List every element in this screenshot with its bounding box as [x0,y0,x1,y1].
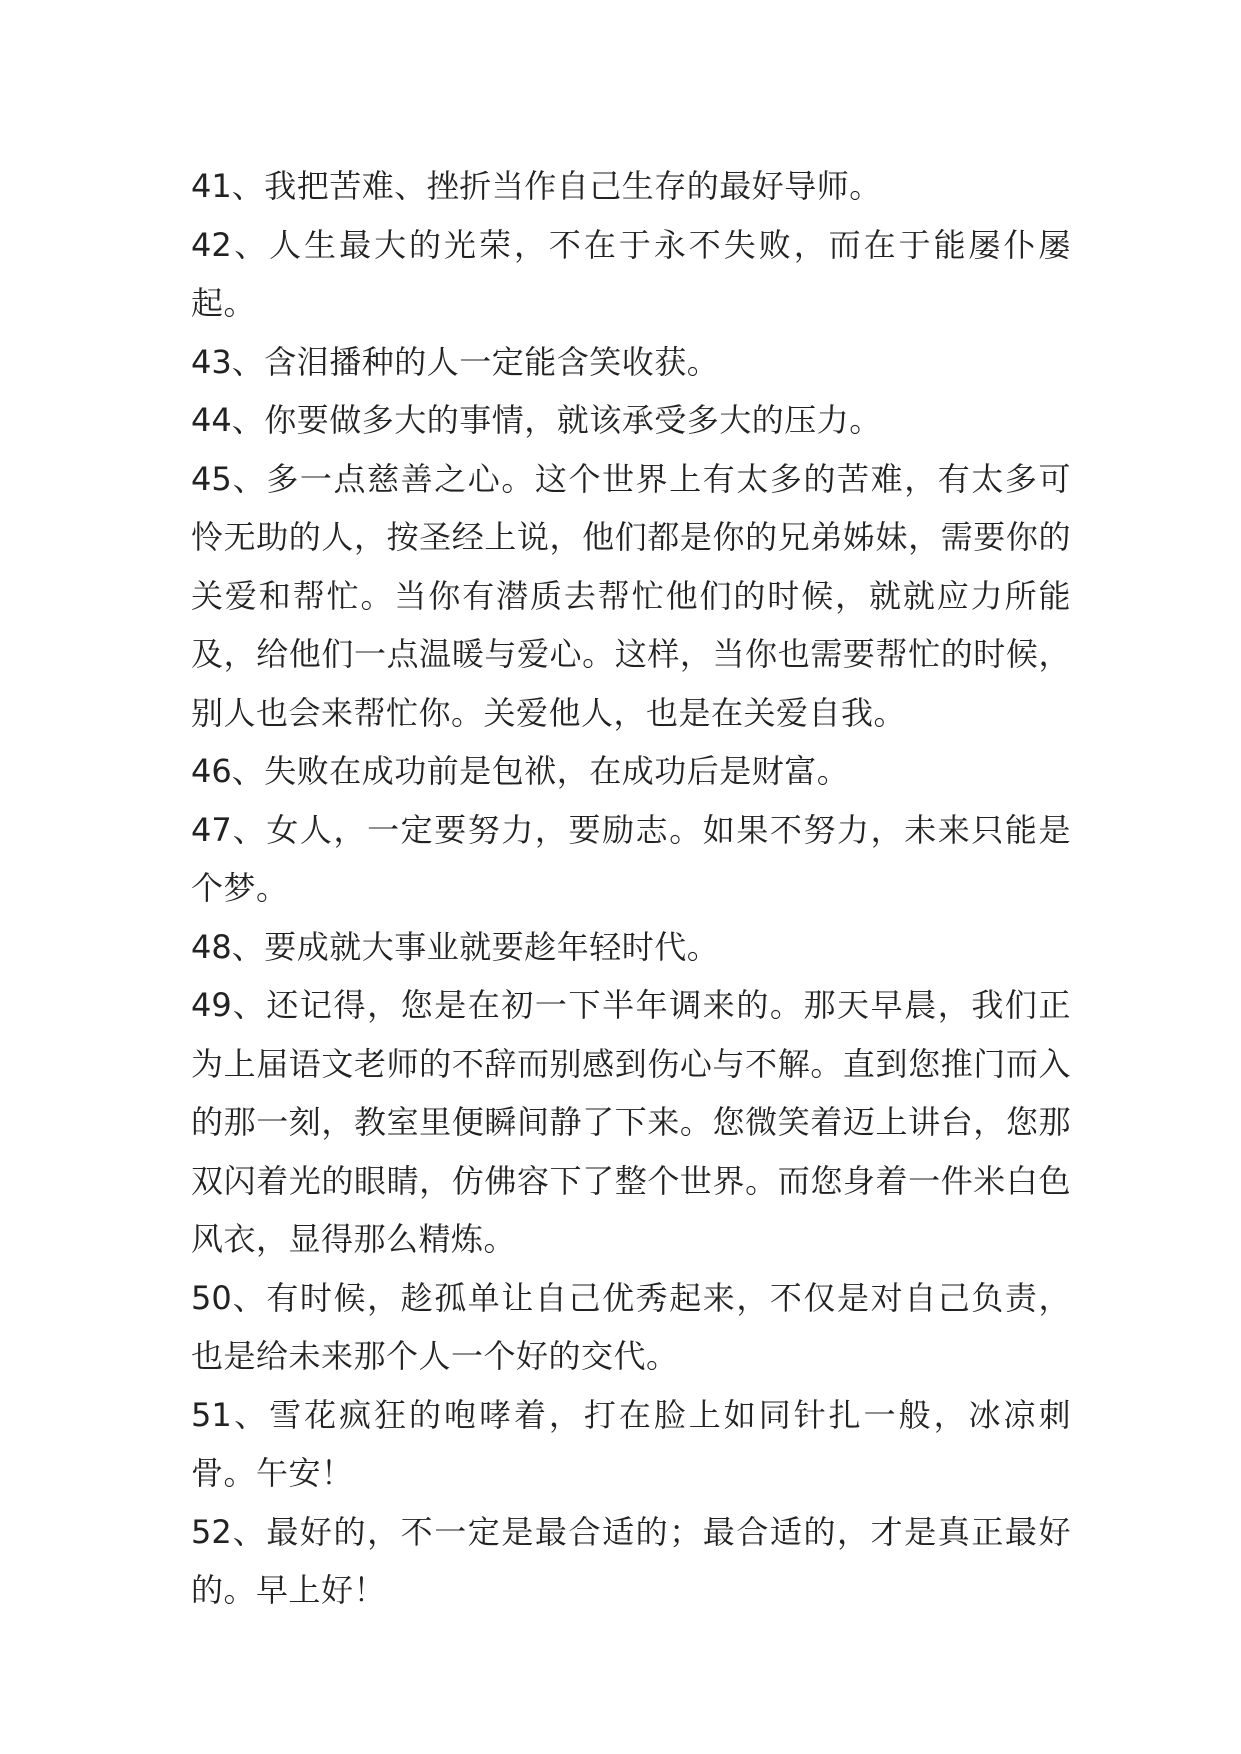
item-number: 51 [191,1395,232,1434]
item-number: 41 [191,167,232,205]
list-item [191,157,1071,216]
list-item [191,1269,1071,1386]
list-item [191,801,1071,918]
list-item [191,216,1071,333]
item-number: 44 [191,401,232,439]
item-number: 43 [191,342,232,381]
item-text: 、多一点慈善之心。这个世界上有太多的苦难，有太多可怜无助的人，按圣经上说，他们都是你的兄弟姊妹，需要你的关爱和帮忙。当你有潜质去帮忙他们的时候，就就应力所能及，给他们一点温暖与爱心。这样，当你也需要帮忙的时候，别人也会来帮忙你。关爱他人，也是在关爱自我。 [191,459,1071,732]
list-item [191,1386,1071,1503]
list-item [191,1503,1071,1620]
item-text: 、你要做多大的事情，就该承受多大的压力。 [231,401,882,439]
list-item [191,333,1071,392]
item-text: 、最好的，不一定是最合适的；最合适的，才是真正最好的。早上好！ [191,1512,1071,1609]
list-item [191,450,1071,743]
item-text: 、含泪播种的人一定能含笑收获。 [231,342,720,381]
item-number: 42 [191,225,232,264]
item-text: 、有时候，趁孤单让自己优秀起来，不仅是对自己负责，也是给未来那个人一个好的交代。 [191,1278,1071,1375]
item-text: 、人生最大的光荣，不在于永不失败，而在于能屡仆屡起。 [191,225,1071,322]
item-number: 46 [191,752,232,790]
item-number: 48 [191,927,232,966]
item-text: 、女人，一定要努力，要励志。如果不努力，未来只能是个梦。 [191,810,1071,907]
list-item [191,976,1071,1269]
item-text: 、要成就大事业就要趁年轻时代。 [231,927,720,966]
item-number: 52 [191,1512,232,1551]
item-number: 47 [191,810,232,849]
item-text: 、失败在成功前是包袱，在成功后是财富。 [231,752,850,790]
item-number: 49 [191,986,232,1024]
list-item [191,391,1071,450]
item-number: 50 [191,1278,232,1317]
item-number: 45 [191,459,232,498]
list-item [191,742,1071,801]
item-text: 、我把苦难、挫折当作自己生存的最好导师。 [231,167,882,205]
item-text: 、还记得，您是在初一下半年调来的。那天早晨，我们正为上届语文老师的不辞而别感到伤心与不解。直到您推门而入的那一刻，教室里便瞬间静了下来。您微笑着迈上讲台，您那双闪着光的眼睛，仿佛容下了整个世界。而您身着一件米白色风衣，显得那么精炼。 [191,986,1071,1258]
list-item [191,918,1071,977]
quote-list [191,157,1071,1620]
item-text: 、雪花疯狂的咆哮着，打在脸上如同针扎一般，冰凉刺骨。午安！ [191,1395,1071,1492]
